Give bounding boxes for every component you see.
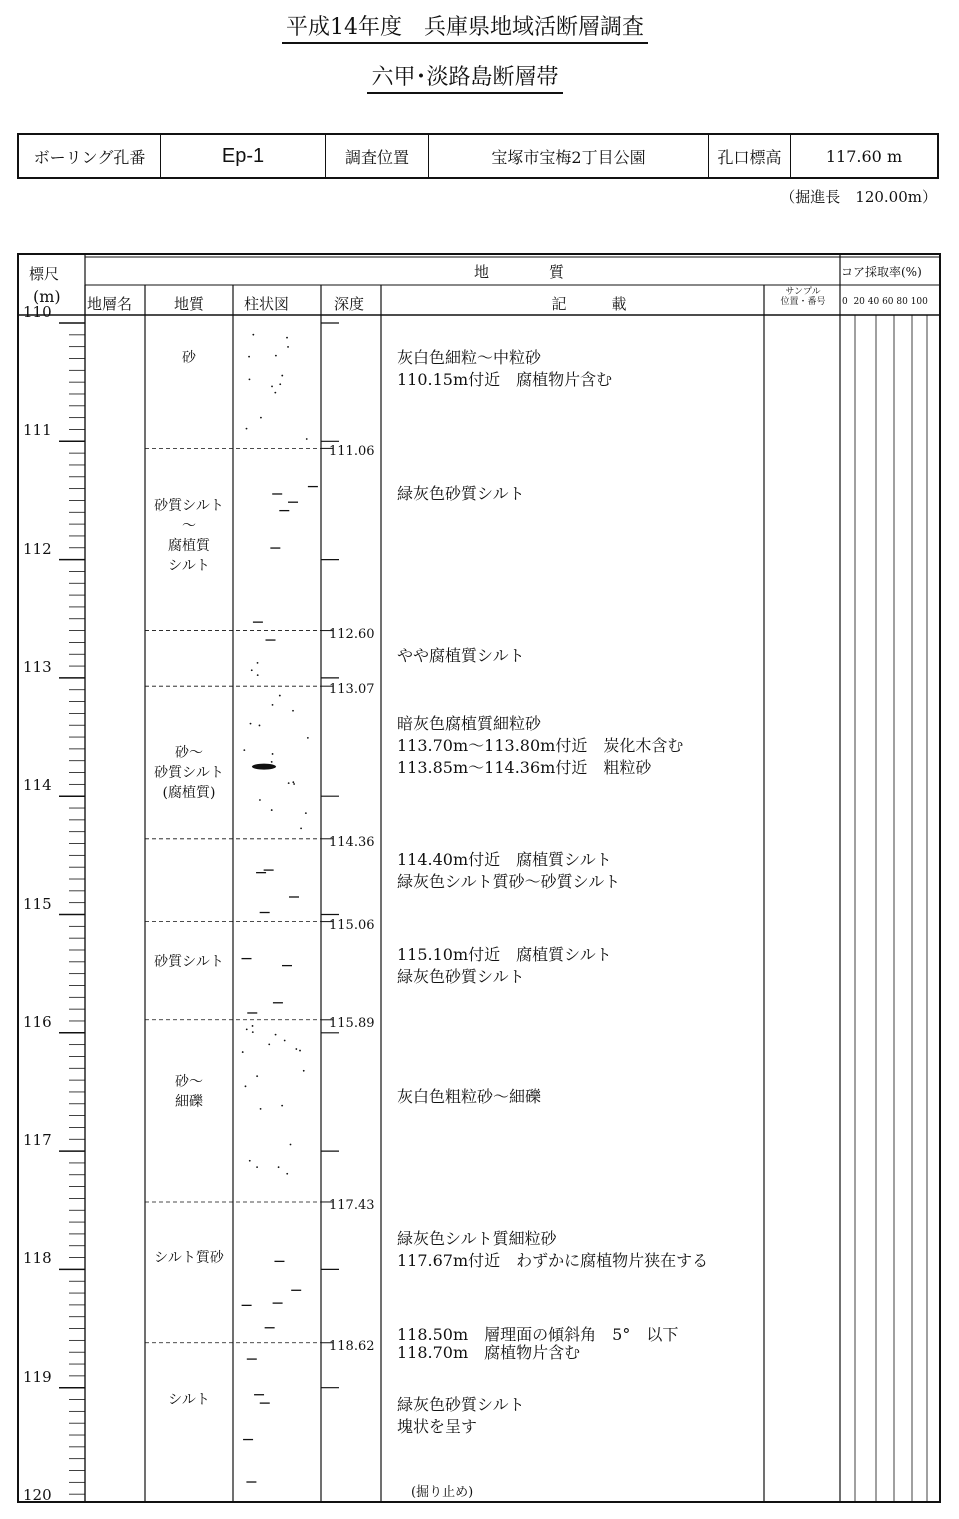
sand-dot: [249, 1160, 251, 1162]
sand-dot: [252, 1025, 254, 1027]
description-header: 記 載: [551, 295, 627, 313]
sand-dot: [272, 753, 274, 755]
boring-info-row: [17, 133, 939, 179]
description-text: 灰白色細粒～中粒砂 110.15m付近 腐植物片含む: [397, 347, 613, 389]
sand-dot: [286, 1173, 288, 1175]
sand-dot: [268, 1043, 270, 1045]
sand-dot: [251, 669, 253, 671]
description-text: 114.40m付近 腐植質シルト 緑灰色シルト質砂～砂質シルト: [397, 850, 621, 892]
report-subtitle: 六甲･淡路島断層帯: [0, 60, 930, 91]
scale-label: 111: [23, 421, 52, 440]
sand-dot: [295, 1048, 297, 1050]
depth-label: 114.36: [329, 834, 375, 850]
sand-dot: [275, 1034, 277, 1036]
elevation-label: 孔口標高: [709, 135, 791, 177]
sand-dot: [248, 356, 250, 358]
sand-dot: [252, 1031, 254, 1033]
geology-unit-label: 砂質シルト: [154, 953, 224, 970]
layer-name-header: 地層名: [87, 295, 133, 313]
hole-number: Ep-1: [161, 135, 326, 177]
description-text: 115.10m付近 腐植質シルト 緑灰色砂質シルト: [397, 945, 612, 987]
depth-label: 115.89: [329, 1015, 375, 1031]
sand-dot: [256, 1166, 258, 1168]
column-header: 柱状図: [244, 295, 290, 313]
sand-dot: [306, 438, 308, 440]
sand-dot: [299, 1050, 301, 1052]
description-text: やや腐植質シルト: [397, 645, 525, 665]
drill-length: （掘進長 120.00m）: [780, 188, 937, 206]
depth-header: 深度: [334, 295, 365, 313]
sand-dot: [303, 1070, 305, 1072]
scale-label: 116: [23, 1012, 52, 1031]
geology-unit-label: 砂質シルト ～ 腐植質 シルト: [154, 497, 224, 574]
sand-dot: [242, 1051, 244, 1053]
sand-dot: [288, 782, 290, 784]
geology-unit-label: 砂～ 細礫: [175, 1073, 203, 1110]
sand-dot: [256, 1075, 258, 1077]
charcoal-mark: [252, 764, 276, 770]
sand-dot: [307, 737, 309, 739]
sand-dot: [275, 355, 277, 357]
boring-log: [17, 253, 941, 1503]
description-text: 緑灰色砂質シルト 塊状を呈す: [397, 1394, 525, 1436]
hole-label: ボーリング孔番: [19, 135, 161, 177]
scale-label: 112: [23, 539, 52, 558]
elevation-value: 117.60 m: [825, 146, 903, 166]
description-text: 緑灰色シルト質細粒砂 117.67m付近 わずかに腐植物片狭在する: [397, 1228, 709, 1270]
sand-dot: [278, 1166, 280, 1168]
sand-dot: [279, 695, 281, 697]
sand-dot: [260, 417, 262, 419]
sample-header: サンプル 位置・番号: [780, 287, 826, 307]
sand-dot: [259, 725, 261, 727]
description-text: (掘り止め): [411, 1485, 474, 1501]
report-title: 平成14年度 兵庫県地域活断層調査: [0, 10, 930, 41]
description-text: 緑灰色砂質シルト: [397, 483, 525, 503]
sand-dot: [249, 378, 251, 380]
depth-label: 118.62: [329, 1338, 375, 1354]
scale-label: 114: [23, 776, 52, 795]
core-rate-header: コア採取率(%): [841, 265, 922, 279]
sand-dot: [293, 783, 295, 785]
geology-unit-label: シルト: [168, 1391, 210, 1408]
sand-dot: [271, 809, 273, 811]
depth-label: 113.07: [329, 682, 375, 698]
scale-label: 119: [23, 1367, 52, 1386]
sand-dot: [300, 827, 302, 829]
scale-label: 117: [23, 1131, 52, 1150]
depth-label: 112.60: [329, 626, 375, 642]
scale-label: 110: [23, 303, 52, 321]
scale-label: 113: [23, 657, 52, 676]
sand-dot: [271, 761, 273, 763]
sand-dot: [287, 346, 289, 348]
sand-dot: [250, 723, 252, 725]
geology-header: 地 質: [473, 263, 564, 281]
depth-label: 111.06: [329, 444, 375, 460]
sand-dot: [260, 1108, 262, 1110]
sand-dot: [245, 1085, 247, 1087]
sand-dot: [281, 1105, 283, 1107]
description-text: 灰白色粗粒砂～細礫: [397, 1087, 542, 1107]
description-text: 暗灰色腐植質細粒砂 113.70m～113.80m付近 炭化木含む 113.85m～114.36m付近 粗粒砂: [397, 714, 684, 778]
sand-dot: [272, 704, 274, 706]
depth-label: 117.43: [329, 1197, 375, 1213]
sand-dot: [279, 383, 281, 385]
geology-unit-label: 砂: [182, 350, 196, 367]
sand-dot: [257, 662, 259, 664]
location-label: 調査位置: [326, 135, 429, 177]
quality-header: 地質: [174, 295, 205, 313]
sand-dot: [274, 392, 276, 394]
geology-unit-label: シルト質砂: [154, 1249, 224, 1266]
sand-dot: [259, 799, 261, 801]
scale-label: 120: [23, 1486, 52, 1504]
sand-dot: [286, 337, 288, 339]
scale-label: 118: [23, 1249, 52, 1268]
sand-dot: [243, 749, 245, 751]
sand-dot: [246, 1028, 248, 1030]
sand-dot: [292, 710, 294, 712]
sand-dot: [281, 375, 283, 377]
geology-unit-label: 砂～ 砂質シルト (腐植質): [154, 744, 224, 801]
rate-ticks: 0 20 40 60 80 100: [842, 297, 928, 307]
sand-dot: [257, 674, 259, 676]
sand-dot: [292, 781, 294, 783]
sand-dot: [271, 386, 273, 388]
sand-dot: [290, 1144, 292, 1146]
sand-dot: [284, 1040, 286, 1042]
sand-dot: [246, 428, 248, 430]
depth-label: 115.06: [329, 917, 375, 933]
location-value: 宝塚市宝梅2丁目公園: [429, 135, 709, 177]
scale-unit: (m): [33, 287, 61, 306]
sand-dot: [305, 812, 307, 814]
scale-label: 115: [23, 894, 52, 913]
scale-header: 標尺: [29, 265, 60, 283]
description-text: 118.50m 層理面の傾斜角 5° 以下 118.70m 腐植物片含む: [397, 1325, 679, 1363]
sand-dot: [252, 334, 254, 336]
